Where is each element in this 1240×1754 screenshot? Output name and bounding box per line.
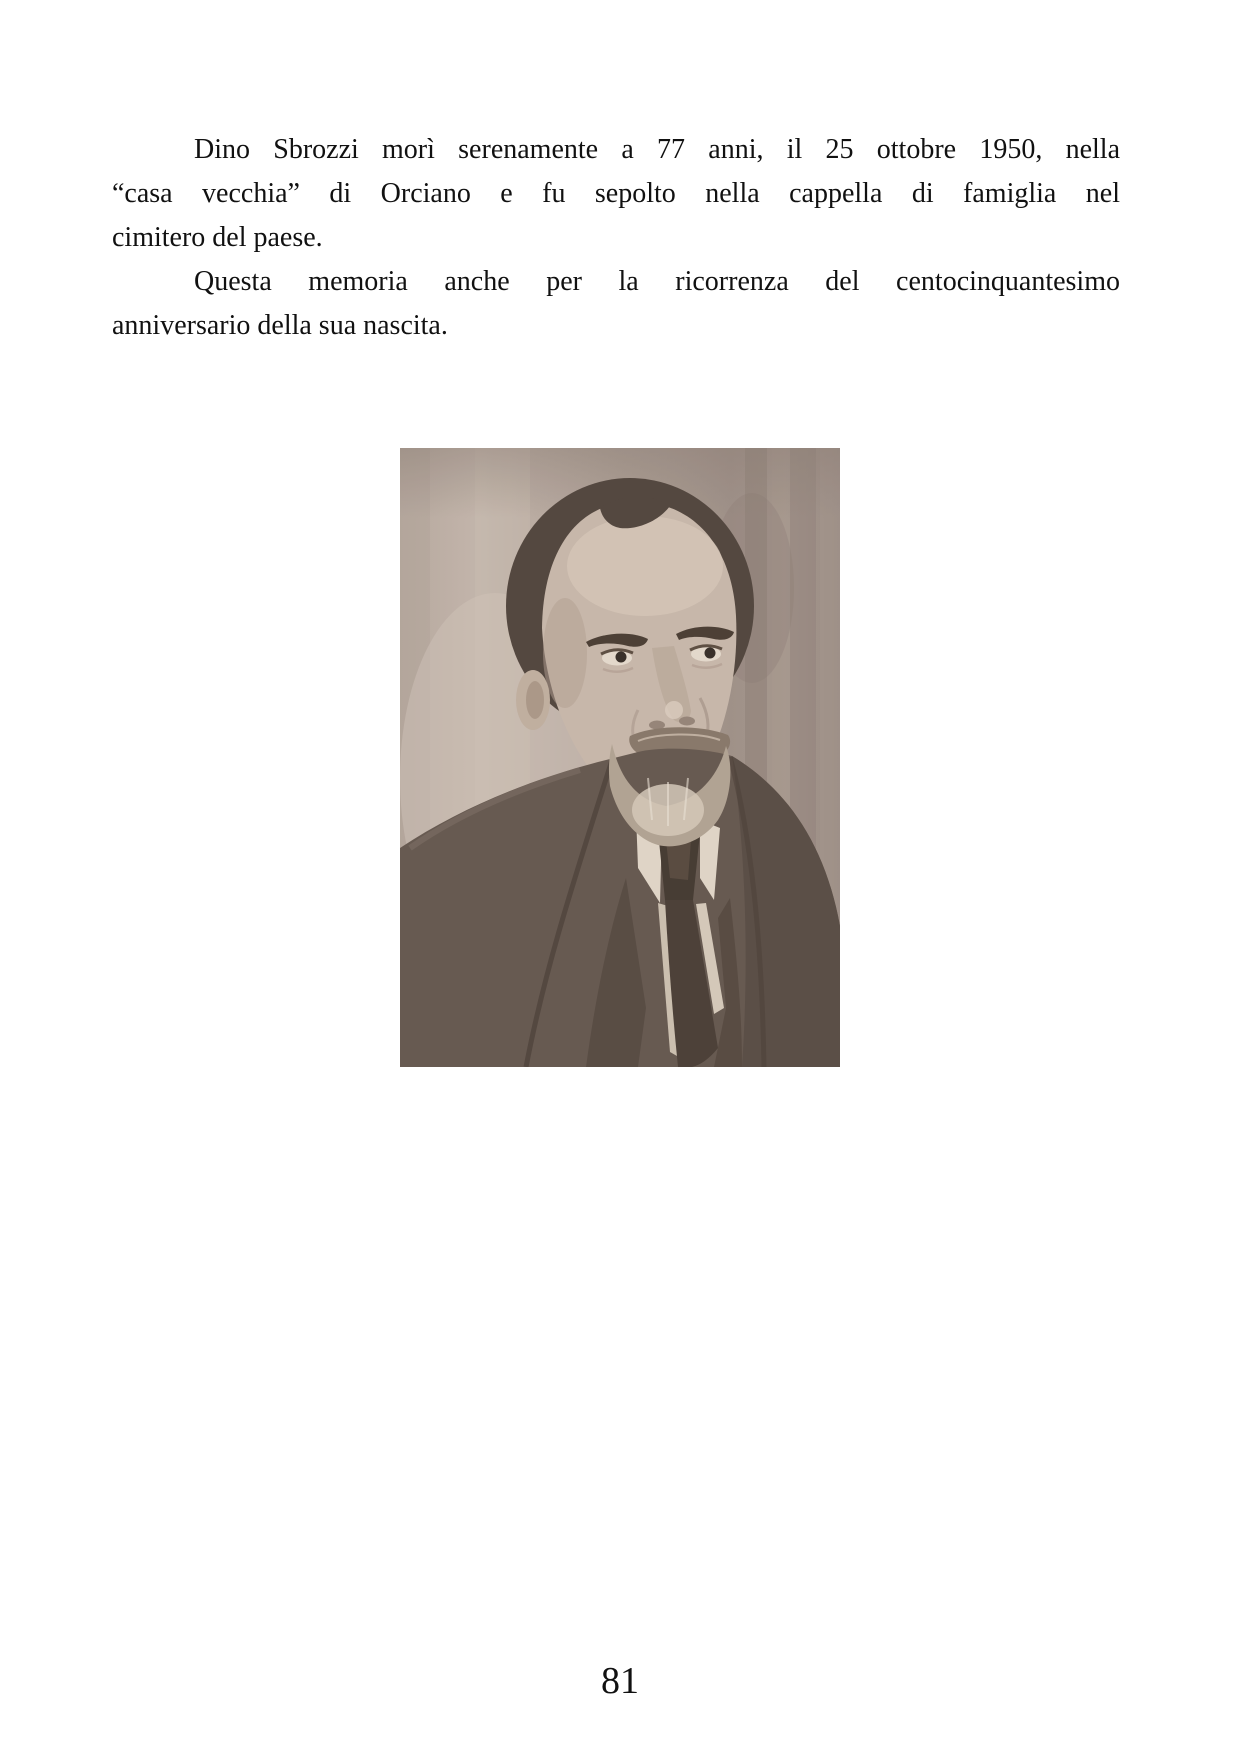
paragraph-2	[112, 260, 1120, 348]
text-line: Questa memoria anche per la ricorrenza del centocinquantesimo	[194, 266, 1120, 297]
text-line: Dino Sbrozzi morì serenamente a 77 anni, il 25 ottobre 1950, nella	[194, 134, 1120, 165]
body-text	[112, 128, 1120, 348]
portrait-photo	[400, 448, 840, 1067]
portrait-photo-image	[400, 448, 840, 1067]
paragraph-1	[112, 128, 1120, 260]
sepia-wash	[400, 448, 840, 1067]
text-line: “casa vecchia” di Orciano e fu sepolto nella cappella di famiglia nel	[112, 178, 1120, 209]
page-number: 81	[601, 1660, 639, 1702]
text-line: cimitero del paese.	[112, 222, 323, 253]
text-line: anniversario della sua nascita.	[112, 310, 448, 341]
